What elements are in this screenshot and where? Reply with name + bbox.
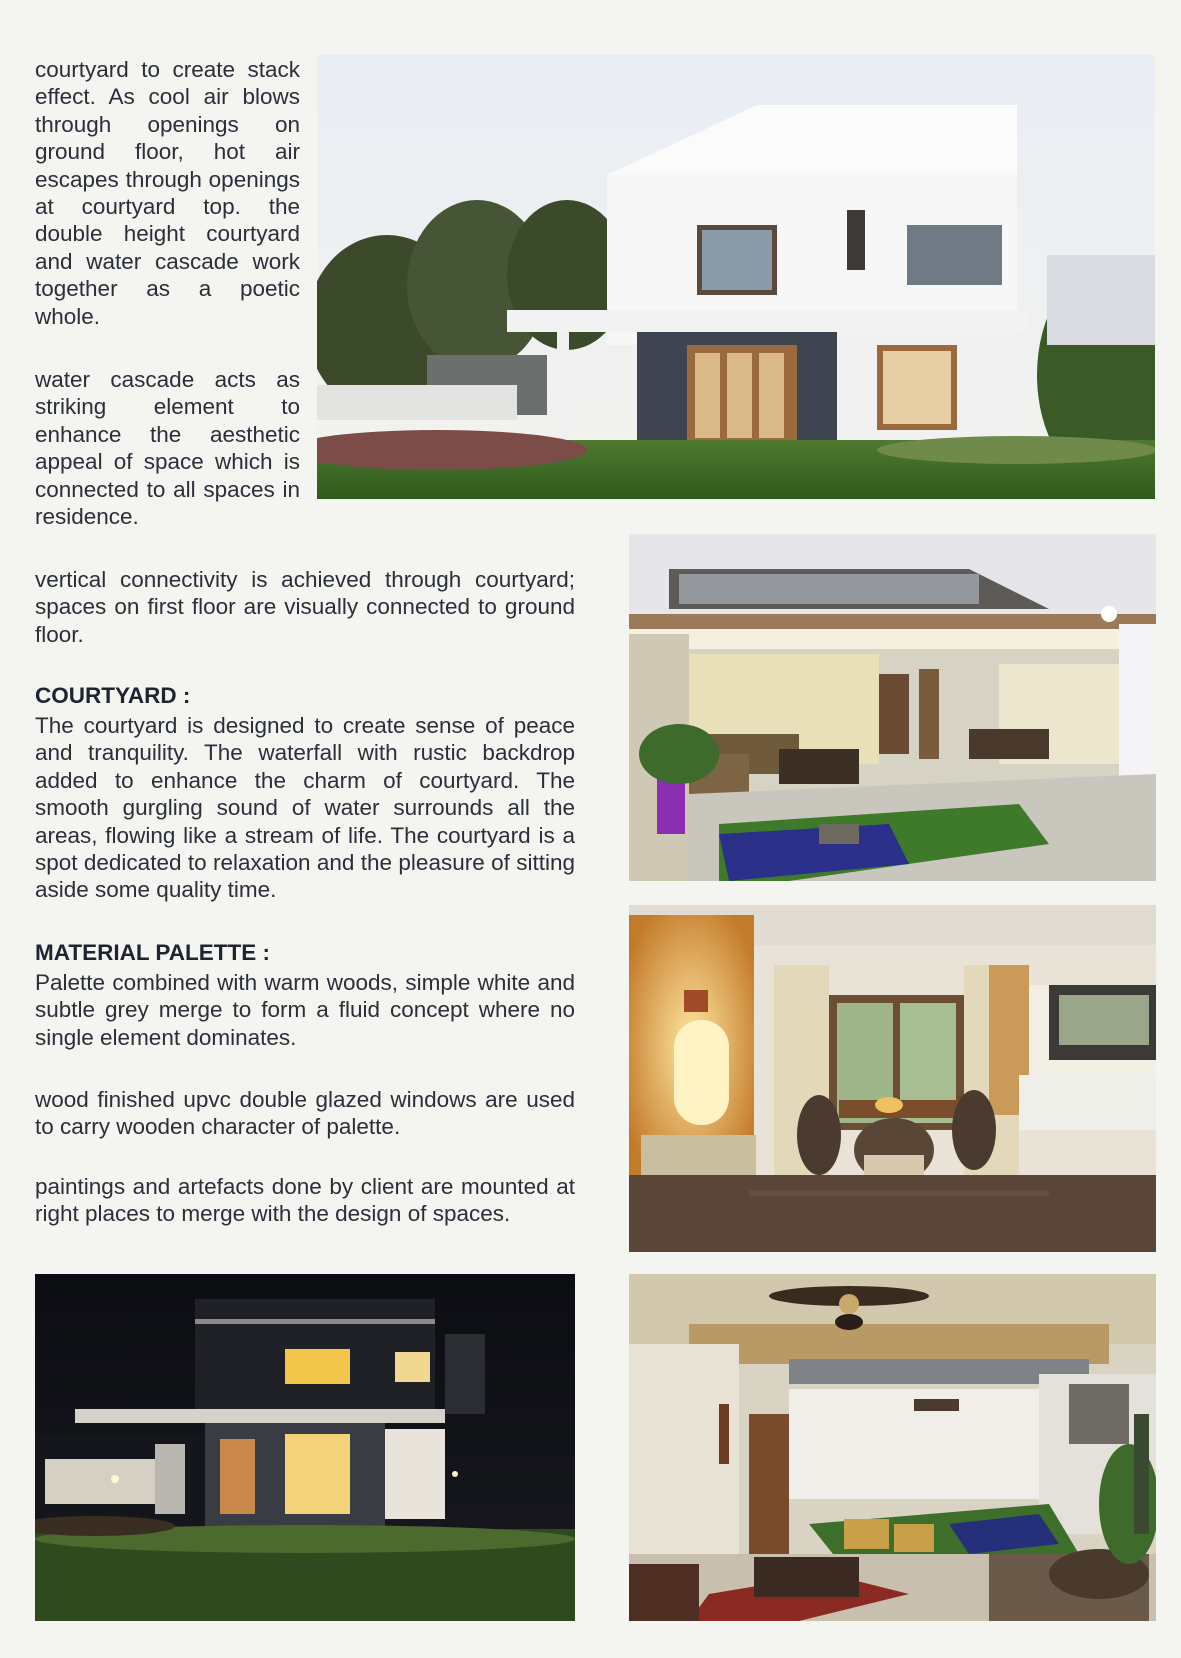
paragraph-paintings: paintings and artefacts done by client are mounted at right places to merge with the design of spaces. xyxy=(35,1174,575,1227)
courtyard-interior-photo xyxy=(629,534,1156,881)
paragraph-windows: wood finished upvc double glazed windows are used to carry wooden character of palette. xyxy=(35,1087,575,1140)
paragraph-vertical-connectivity: vertical connectivity is achieved through courtyard; spaces on first floor are visually connected to ground floor. xyxy=(35,567,575,647)
paragraph-water-cascade: water cascade acts as striking element to enhance the aesthetic appeal of space which is connected to all spaces in residence. xyxy=(35,367,300,530)
exterior-day-photo xyxy=(317,55,1155,499)
exterior-night-photo xyxy=(35,1274,575,1621)
courtyard-heading: COURTYARD : xyxy=(35,683,191,708)
material-palette-body: Palette combined with warm woods, simple white and subtle grey merge to form a fluid concept where no single element dominates. xyxy=(35,970,575,1050)
living-courtyard-photo xyxy=(629,1274,1156,1621)
courtyard-body: The courtyard is designed to create sense of peace and tranquility. The waterfall with rustic backdrop added to enhance the charm of courtyard. The smooth gurgling sound of water surrounds all the areas, flowing like a stream of life. The courtyard is a spot dedicated to relaxation and the pleasure of sitting aside some quality time. xyxy=(35,713,575,903)
paragraph-stack-effect: courtyard to create stack effect. As cool air blows through openings on ground floor, hot air escapes through openings at courtyard top. the double height courtyard and water cascade work together as a poetic whole. xyxy=(35,57,300,329)
material-palette-heading: MATERIAL PALETTE : xyxy=(35,940,270,965)
dining-interior-photo xyxy=(629,905,1156,1252)
